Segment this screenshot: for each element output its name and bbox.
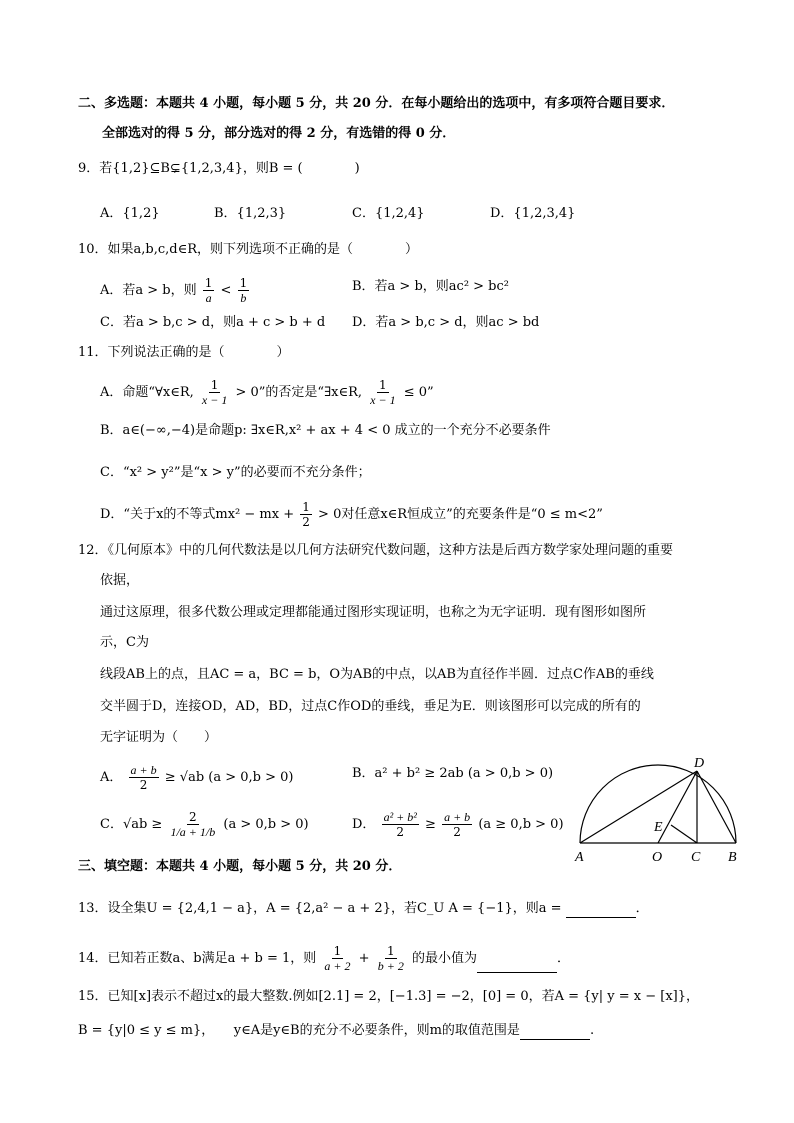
label-b: B xyxy=(728,850,737,865)
q10-option-a: A．若a > b，则 $\frac{1}{a}$ < $\frac{1}{b}$ xyxy=(100,276,248,305)
q12-line-6: 交半圆于D，连接OD，AD，BD，过点C作OD的垂线，垂足为E．则该图形可以完成的所有的 xyxy=(100,699,641,714)
label-d: D xyxy=(694,756,705,771)
q13: 13．设全集U = {2,4,1 − a}，A = {2,a² − a + 2}，若C_U A = {−1}，则a = ． xyxy=(78,901,649,916)
q12-option-b: B．a² + b² ≥ 2ab (a > 0,b > 0) xyxy=(352,766,554,781)
q11-option-a: A．命题“∀x∈R, $\frac{1}{x - 1}$ > 0”的否定是“∃x∈R, $\frac{1}{x - 1}$ ≤ 0” xyxy=(100,378,434,407)
q10-option-b: B．若a > b，则ac² > bc² xyxy=(352,279,509,294)
label-c: C xyxy=(691,850,701,865)
q9-option-c: C．{1,2,4} xyxy=(352,206,425,221)
q12-line-7: 无字证明为（ ） xyxy=(100,730,218,745)
q10-option-c: C．若a > b,c > d，则a + c > b + d xyxy=(100,315,326,330)
q12-line-4: 示，C为 xyxy=(100,635,149,650)
q12-line-3: 通过这原理，很多代数公理或定理都能通过图形实现证明，也称之为无字证明．现有图形如图所 xyxy=(100,605,647,620)
label-e: E xyxy=(654,820,663,835)
segment-ad xyxy=(580,771,697,843)
q10-option-d: D．若a > b,c > d，则ac > bd xyxy=(352,315,540,330)
q12-option-a: A． $\frac{a + b}{2}$ ≥ √ab (a > 0,b > 0) xyxy=(100,763,294,792)
q14: 14．已知若正数a、b满足a + b = 1，则 $\frac{1}{a + 2}$ + $\frac{1}{b + 2}$ 的最小值为 ． xyxy=(78,944,570,973)
q11-stem: 11．下列说法正确的是（ ） xyxy=(78,345,290,360)
q11-option-d: D．“关于x的不等式mx² − mx + $\frac{1}{2}$ > 0对任意x∈R恒成立”的充要条件是“0 ≤ m<2” xyxy=(100,500,603,529)
q9-option-b: B．{1,2,3} xyxy=(214,206,287,221)
q12-option-d: D． $\frac{\text{a² + b²}}{2}$ ≥ $\frac{a + b}{2}$ (a ≥ 0,b > 0) xyxy=(352,810,564,839)
q11-option-c: C．“x² > y²”是“x > y”的必要而不充分条件； xyxy=(100,465,371,480)
q11-option-b: B．a∈(−∞,−4)是命题p: ∃x∈R,x² + ax + 4 < 0 成立的一个充分不必要条件 xyxy=(100,423,551,438)
q12-line-2: 依据， xyxy=(100,573,140,588)
q9-stem: 9．若{1,2}⊆B⊊{1,2,3,4}，则B = ( ) xyxy=(78,161,360,176)
section2-header-2: 全部选对的得 5 分，部分选对的得 2 分，有选错的得 0 分． xyxy=(102,126,456,141)
section3-header: 三、填空题：本题共 4 小题，每小题 5 分，共 20 分． xyxy=(78,859,402,874)
q15-line-1: 15．已知[x]表示不超过x的最大整数.例如[2.1] = 2，[−1.3] = −2，[0] = 0，若A = {y| y = x − [x]}， xyxy=(78,989,700,1004)
label-a: A xyxy=(575,850,584,865)
q12-line-5: 线段AB上的点，且AC = a，BC = b，O为AB的中点，以AB为直径作半圆．过点C作AB的垂线 xyxy=(100,667,654,682)
q9-option-a: A．{1,2} xyxy=(100,206,160,221)
q13-answer-blank[interactable] xyxy=(566,903,636,918)
q14-answer-blank[interactable] xyxy=(477,958,557,973)
section2-header: 二、多选题：本题共 4 小题，每小题 5 分，共 20 分．在每小题给出的选项中，有多项符合题目要求． xyxy=(78,96,675,111)
label-o: O xyxy=(652,850,663,865)
segment-bd xyxy=(697,771,736,843)
q12-option-c: C．√ab ≥ $\frac{2}{1/a + 1/b}$ (a > 0,b > 0) xyxy=(100,810,309,839)
q15-line-2: B = {y|0 ≤ y ≤ m}， y∈A是y∈B的充分不必要条件，则m的取值范围是 . xyxy=(78,1023,595,1038)
semicircle-figure xyxy=(570,755,750,867)
segment-ce xyxy=(671,825,697,843)
segment-od xyxy=(658,771,697,843)
q15-answer-blank[interactable] xyxy=(520,1025,590,1040)
q10-stem: 10．如果a,b,c,d∈R，则下列选项不正确的是（ ） xyxy=(78,242,419,257)
q9-option-d: D．{1,2,3,4} xyxy=(490,206,576,221)
q12-line-1: 12．《几何原本》中的几何代数法是以几何方法研究代数问题，这种方法是后西方数学家处理问题的重要 xyxy=(78,543,674,558)
